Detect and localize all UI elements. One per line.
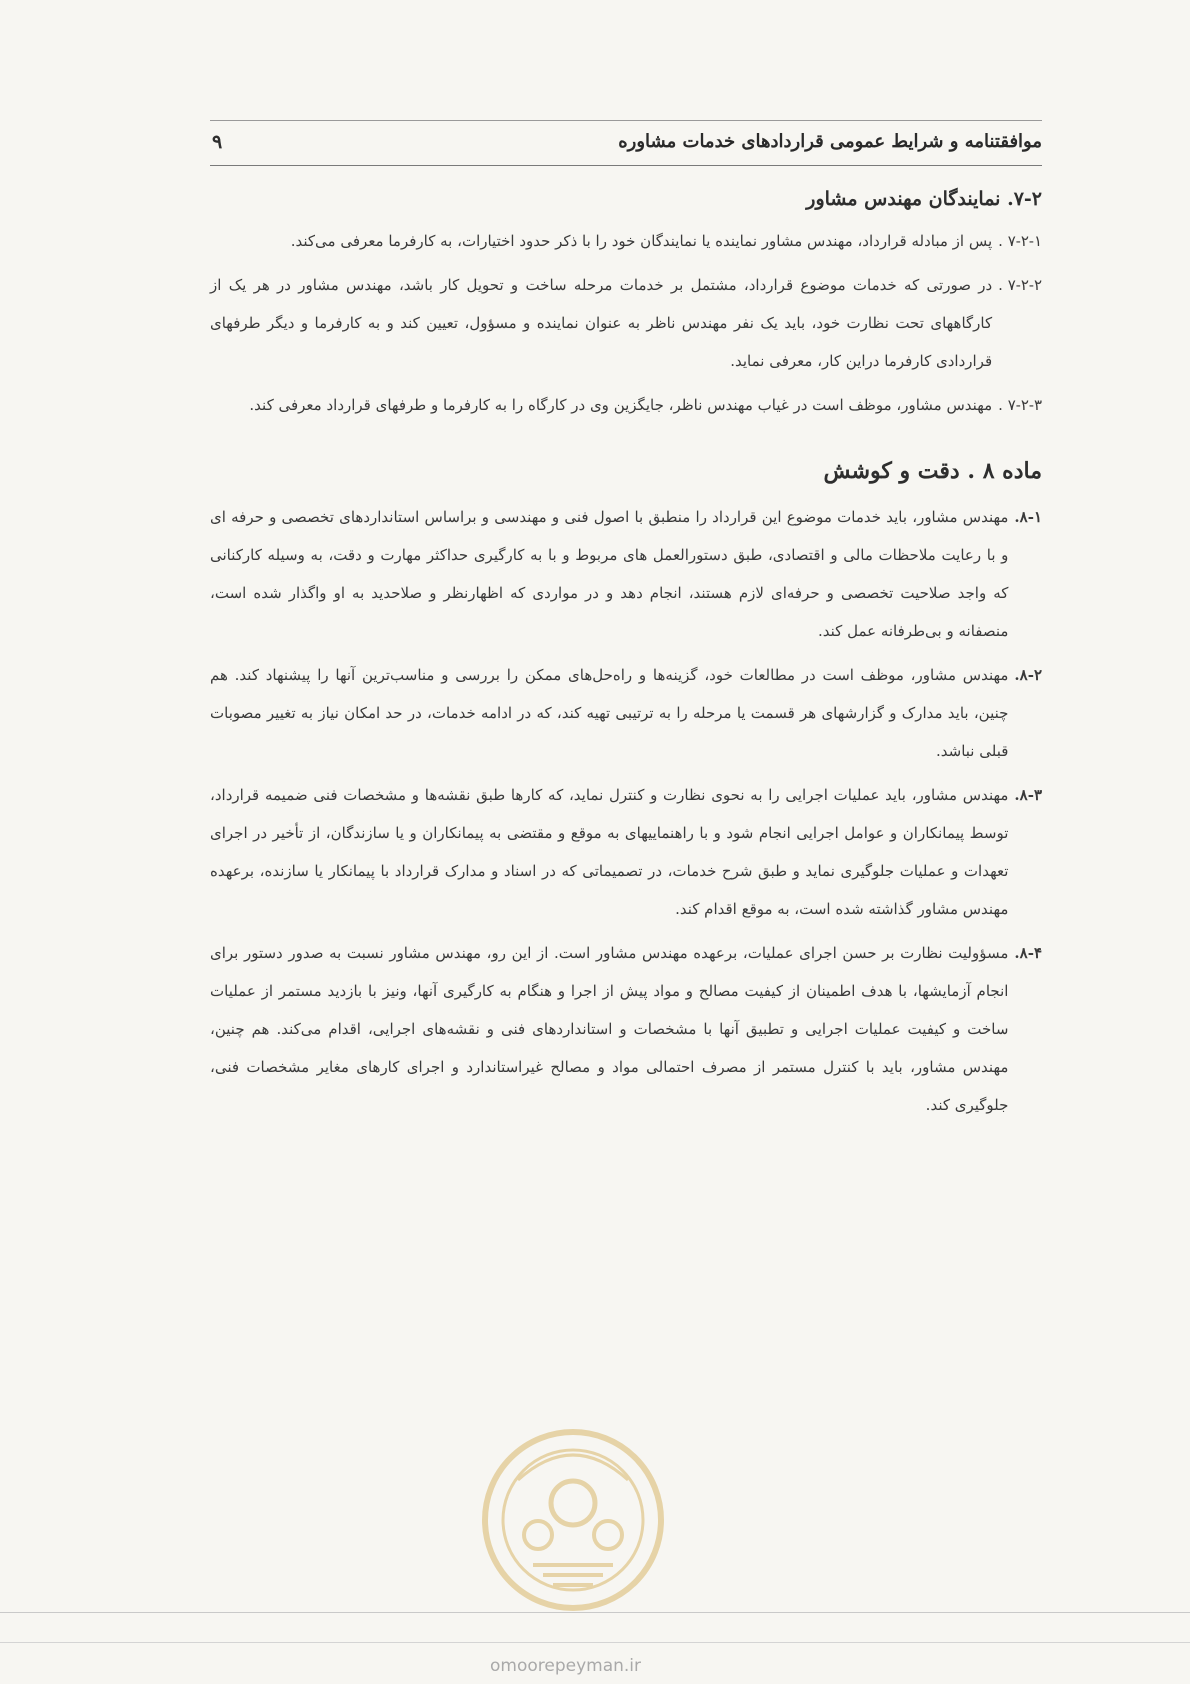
clause-text: پس از مبادله قرارداد، مهندس مشاور نماینده یا نمایندگان خود را با ذکر حدود اختیارات، به کارفرما معرفی می‌کند. [290, 232, 993, 250]
page-content [210, 188, 1042, 1130]
clause-8-3 [210, 776, 1042, 928]
article-heading-8: ماده ۸ . دقت و کوشش [823, 458, 1042, 484]
clause-text: مهندس مشاور، باید عملیات اجرایی را به نحوی نظارت و کنترل نماید، که کارها طبق نقشه‌ها و مشخصات فنی ضمیمه قرارداد، توسط پیمانکاران و عوامل اجرایی انجام شود و با راهنماییهای به موقع و مقتضی به پیمانکاران و یا سازندگان، از تأخیر در اجرای تعهدات و عملیات جلوگیری نماید و طبق شرح خدمات، در تصمیماتی که در اسناد و مدارک قرارداد با پیمانکار یا سازنده، برعهده مهندس مشاور گذاشته شده است، به موقع اقدام کند. [210, 786, 1009, 918]
footer-divider [0, 1642, 1190, 1643]
clause-number: ۸-۴. [1014, 944, 1042, 962]
footer-website: omoorepeyman.ir [490, 1656, 642, 1676]
clause-8-1 [210, 498, 1042, 650]
clause-number: ۸-۳. [1014, 786, 1042, 804]
clause-number: ۷-۲-۳ . [998, 396, 1042, 414]
clause-7-2-2 [210, 266, 1042, 380]
clause-text: مسؤولیت نظارت بر حسن اجرای عملیات، برعهده مهندس مشاور است. از این رو، مهندس مشاور نسبت به صدور دستور برای انجام آزمایشها، با هدف اطمینان از کیفیت مصالح و مواد پیش از اجرا و هنگام به کارگیری آنها، ونیز با بازدید مستمر از عملیات ساخت و کیفیت عملیات اجرایی و تطبیق آنها با مشخصات و استانداردهای فنی و نقشه‌های اجرایی، اقدام می‌کند. هم چنین، مهندس مشاور، باید با کنترل مستمر از مصرف احتمالی مواد و مصالح غیراستاندارد و اجرای کارهای مغایر مشخصات فنی، جلوگیری کند. [210, 944, 1009, 1114]
watermark-seal-icon [478, 1425, 668, 1615]
clause-number: ۷-۲-۲ . [998, 276, 1042, 294]
footer-divider [0, 1612, 1190, 1613]
clause-number: ۷-۲-۱ . [998, 232, 1042, 250]
clause-number: ۸-۲. [1014, 666, 1042, 684]
clause-text: در صورتی که خدمات موضوع قرارداد، مشتمل بر خدمات مرحله ساخت و تحویل کار باشد، مهندس مشاور در هر یک از کارگاههای تحت نظارت خود، باید یک نفر مهندس ناظر به عنوان نماینده و مسؤول، تعیین کند و به کارفرما و دیگر طرفهای قراردادی کارفرما دراین کار، معرفی نماید. [210, 276, 993, 370]
clause-7-2-3 [210, 386, 1042, 424]
page-number: ۹ [212, 131, 223, 153]
clause-7-2-1 [210, 222, 1042, 260]
header-title: موافقتنامه و شرایط عمومی قراردادهای خدمات مشاوره [618, 131, 1042, 152]
clause-text: مهندس مشاور، باید خدمات موضوع این قرارداد را منطبق با اصول فنی و مهندسی و براساس استانداردهای تخصصی و حرفه ای و با رعایت ملاحظات مالی و اقتصادی، طبق دستورالعمل های مربوط و با به کارگیری حداکثر مهارت و دقت، به وسیله کارکنانی که واجد صلاحیت تخصصی و حرفه‌ای لازم هستند، انجام دهد و در مواردی که اظهارنظر و صلاحدید به او واگذار شده است، منصفانه و بی‌طرفانه عمل کند. [210, 508, 1009, 640]
clause-text: مهندس مشاور، موظف است در مطالعات خود، گزینه‌ها و راه‌حل‌های ممکن را بررسی و مناسب‌ترین آنها را پیشنهاد کند. هم چنین، باید مدارک و گزارشهای هر قسمت یا مرحله را به ترتیبی تهیه کند، که در ادامه خدمات، در حد امکان نیاز به تغییر مصوبات قبلی نباشد. [210, 666, 1009, 760]
clause-8-2 [210, 656, 1042, 770]
section-heading-7-2: ۷-۲. نمایندگان مهندس مشاور [806, 188, 1042, 210]
clause-8-4 [210, 934, 1042, 1124]
clause-number: ۸-۱. [1014, 508, 1042, 526]
page-header [210, 120, 1042, 166]
clause-text: مهندس مشاور، موظف است در غیاب مهندس ناظر، جایگزین وی در کارگاه را به کارفرما و طرفهای قرارداد معرفی کند. [249, 396, 993, 414]
